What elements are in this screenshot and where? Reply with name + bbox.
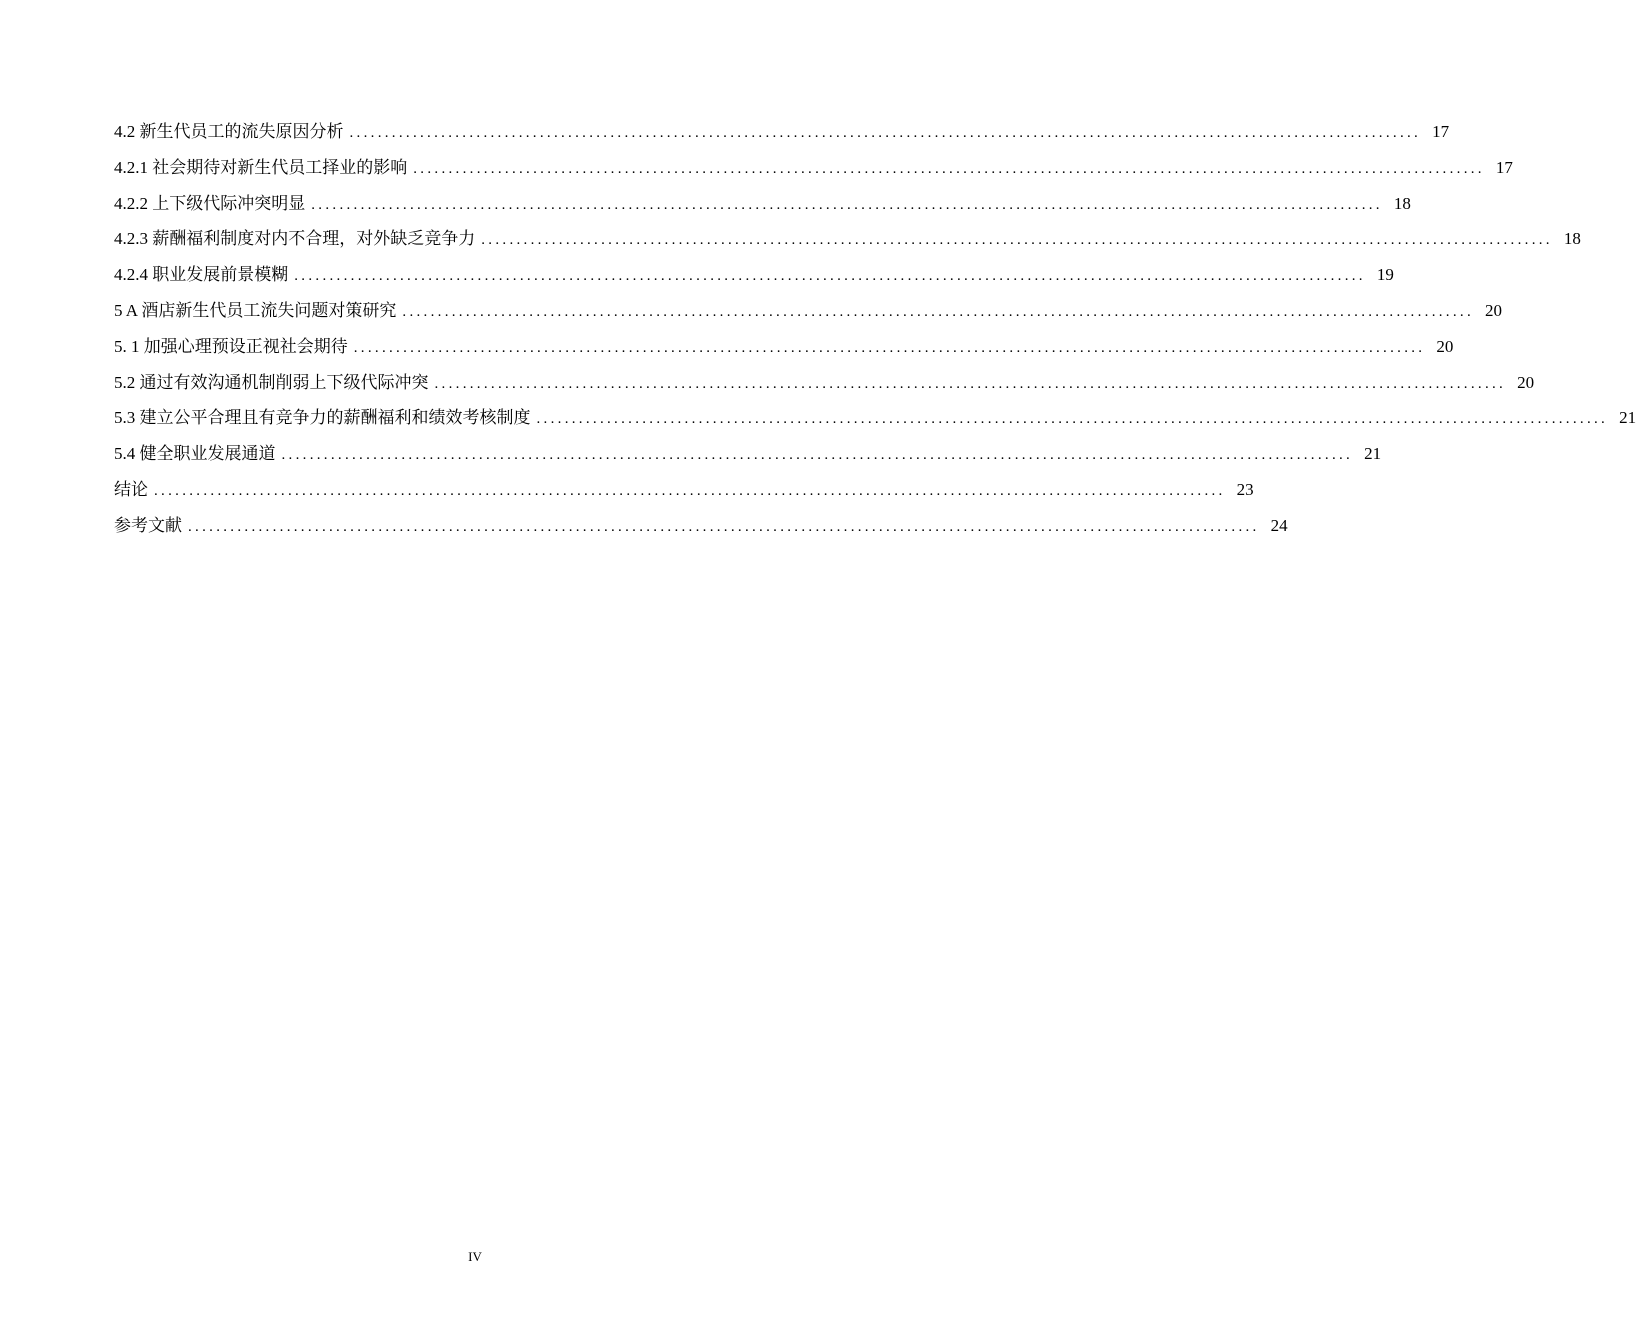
toc-entry[interactable] — [114, 400, 1636, 436]
toc-entry[interactable] — [114, 257, 1394, 293]
toc-entry-page: 20 — [1517, 372, 1535, 392]
toc-leader-dots: ........................................................................................................................................................ — [481, 232, 1553, 249]
toc-entry-title: 4.2.2 上下级代际冲突明显 — [114, 186, 311, 222]
toc-entry-title: 5.4 健全职业发展通道 — [114, 436, 282, 472]
toc-entry-title: 5.2 通过有效沟通机制削弱上下级代际冲突 — [114, 365, 435, 401]
toc-entry-page: 21 — [1619, 408, 1636, 428]
toc-leader-dots: ........................................................................................................................................................ — [349, 125, 1422, 141]
toc-entry[interactable] — [114, 293, 1503, 329]
toc-entry[interactable] — [114, 472, 1254, 508]
toc-entry-page: 23 — [1236, 479, 1254, 499]
toc-entry-title: 4.2.4 职业发展前景模糊 — [114, 257, 294, 293]
toc-entry-page: 21 — [1364, 444, 1382, 464]
table-of-contents — [114, 114, 1636, 544]
toc-entry-title: 参考文献 — [114, 508, 188, 544]
toc-leader-dots: ........................................................................................................................................................ — [353, 339, 1426, 356]
toc-entry-title: 5 A 酒店新生代员工流失问题对策研究 — [114, 293, 402, 329]
page-number-footer: IV — [468, 1249, 482, 1264]
toc-entry[interactable] — [114, 186, 1411, 222]
toc-leader-dots: ........................................................................................................................................................ — [281, 447, 1354, 464]
toc-entry-page: 18 — [1563, 229, 1581, 249]
toc-entry-title: 结论 — [114, 472, 154, 508]
toc-leader-dots: ........................................................................................................................................................ — [536, 411, 1609, 428]
toc-entry-page: 18 — [1393, 193, 1411, 213]
toc-entry[interactable] — [114, 221, 1581, 257]
toc-entry-page: 20 — [1436, 336, 1454, 356]
toc-entry[interactable] — [114, 114, 1450, 150]
toc-entry-title: 4.2 新生代员工的流失原因分析 — [114, 114, 350, 150]
toc-leader-dots: ........................................................................................................................................................ — [154, 482, 1226, 499]
toc-entry-page: 17 — [1432, 122, 1450, 141]
toc-entry-page: 17 — [1495, 157, 1513, 177]
toc-entry[interactable] — [114, 365, 1535, 401]
toc-leader-dots: ........................................................................................................................................................ — [402, 303, 1475, 320]
toc-entry-page: 20 — [1485, 300, 1503, 320]
toc-entry[interactable] — [114, 150, 1513, 186]
toc-entry-page: 19 — [1376, 265, 1394, 285]
toc-leader-dots: ........................................................................................................................................................ — [413, 160, 1485, 177]
toc-leader-dots: ........................................................................................................................................................ — [188, 518, 1260, 535]
toc-entry[interactable] — [114, 436, 1382, 472]
toc-entry[interactable] — [114, 508, 1288, 544]
toc-entry-title: 4.2.1 社会期待对新生代员工择业的影响 — [114, 150, 413, 186]
toc-entry[interactable] — [114, 329, 1454, 365]
toc-entry-page: 24 — [1270, 515, 1288, 535]
toc-entry-title: 5.3 建立公平合理且有竞争力的薪酬福利和绩效考核制度 — [114, 400, 537, 436]
toc-leader-dots: ........................................................................................................................................................ — [294, 268, 1366, 285]
toc-leader-dots: ........................................................................................................................................................ — [311, 196, 1383, 213]
toc-entry-title: 4.2.3 薪酬福利制度对内不合理，对外缺乏竞争力 — [114, 221, 481, 257]
toc-entry-title: 5. 1 加强心理预设正视社会期待 — [114, 329, 354, 365]
toc-leader-dots: ........................................................................................................................................................ — [434, 375, 1507, 392]
